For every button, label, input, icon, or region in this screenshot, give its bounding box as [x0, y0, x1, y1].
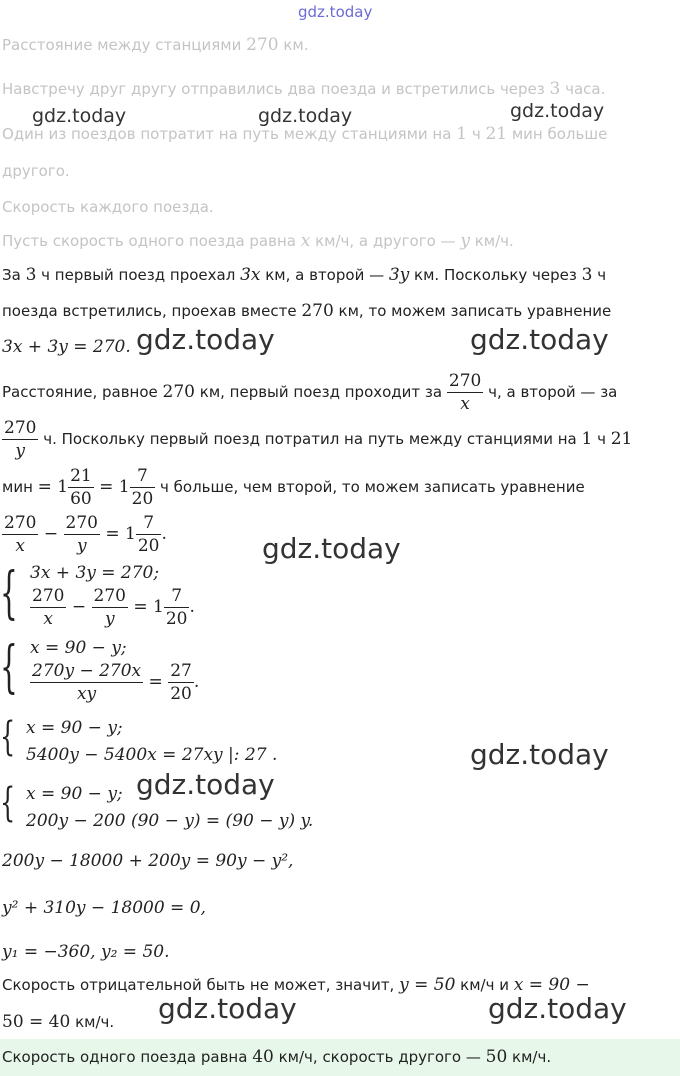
watermark: gdz.today — [470, 323, 609, 356]
system-2-eq-1: x = 90 − y; — [30, 638, 127, 658]
system-brace: { — [0, 780, 16, 826]
solution-line-5: $\frac{270}{y}$ ч. Поскольку первый поезд потратил на путь между станциями на 1 ч 21 — [4, 418, 633, 461]
watermark: gdz.today — [258, 105, 353, 127]
conclusion-line-2: 50 = 40 км/ч. — [2, 1012, 115, 1032]
conclusion-line-1: Скорость отрицательной быть не может, значит, y = 50 км/ч и x = 90 − — [2, 975, 590, 995]
condition-line-3: Один из поездов потратит на путь между станциями на 1 ч 21 мин больше — [2, 124, 608, 144]
condition-line-5: Скорость каждого поезда. — [2, 198, 214, 216]
watermark: gdz.today — [488, 992, 627, 1025]
system-brace: { — [0, 635, 18, 700]
solution-line-6: мин = 1 $\frac{21}{60}$ = 1 $\frac{7}{20}$ ч больше, чем второй, то можем записать уравнение — [2, 466, 585, 509]
equation-roots: y₁ = −360, y₂ = 50. — [2, 942, 170, 962]
equation-sum: 3x + 3y = 270. — [2, 337, 131, 357]
watermark-top: gdz.today — [298, 3, 373, 21]
condition-line-2: Навстречу друг другу отправились два поезда и встретились через 3 часа. — [2, 79, 606, 99]
system-4-eq-1: x = 90 − y; — [26, 784, 123, 804]
solution-line-4: Расстояние, равное 270 км, первый поезд проходит за $\frac{270}{x}$ ч, а второй — за — [2, 371, 618, 414]
answer-text: Скорость одного поезда равна 40 км/ч, скорость другого — 50 км/ч. — [2, 1047, 552, 1067]
watermark: gdz.today — [136, 768, 275, 801]
watermark: gdz.today — [158, 992, 297, 1025]
system-4-eq-2: 200y − 200 (90 − y) = (90 − y) y. — [26, 811, 314, 831]
watermark: gdz.today — [136, 323, 275, 356]
system-brace: { — [0, 561, 18, 626]
equation-time: $\frac{270}{x}$ − $\frac{270}{y}$ = 1 $\frac{7}{20}$ . — [4, 513, 167, 556]
system-3-eq-1: x = 90 − y; — [26, 718, 123, 738]
equation-expanded: 200y − 18000 + 200y = 90y − y², — [2, 851, 294, 871]
condition-line-6: Пусть скорость одного поезда равна x км/ч, а другого — y км/ч. — [2, 231, 514, 251]
watermark: gdz.today — [510, 100, 605, 122]
solution-line-2: поезда встретились, проехав вместе 270 км, то можем записать уравнение — [2, 301, 612, 321]
system-brace: { — [0, 714, 16, 760]
equation-quadratic: y² + 310y − 18000 = 0, — [2, 898, 206, 918]
watermark: gdz.today — [470, 738, 609, 771]
system-1-eq-2: $\frac{270}{x}$ − $\frac{270}{y}$ = 1 $\frac{7}{20}$ . — [32, 586, 195, 629]
system-3-eq-2: 5400y − 5400x = 27xy |: 27 . — [26, 745, 278, 765]
watermark: gdz.today — [262, 532, 401, 565]
system-2-eq-2: $\frac{270y - 270x}{xy}$ = $\frac{27}{20}$ . — [32, 661, 200, 704]
condition-line-1: Расстояние между станциями 270 км. — [2, 35, 309, 55]
answer-box — [0, 1039, 680, 1076]
solution-line-1: За 3 ч первый поезд проехал 3x км, а второй — 3y км. Поскольку через 3 ч — [2, 265, 607, 285]
system-1-eq-1: 3x + 3y = 270; — [30, 563, 160, 583]
watermark: gdz.today — [32, 105, 127, 127]
condition-line-4: другого. — [2, 162, 70, 180]
